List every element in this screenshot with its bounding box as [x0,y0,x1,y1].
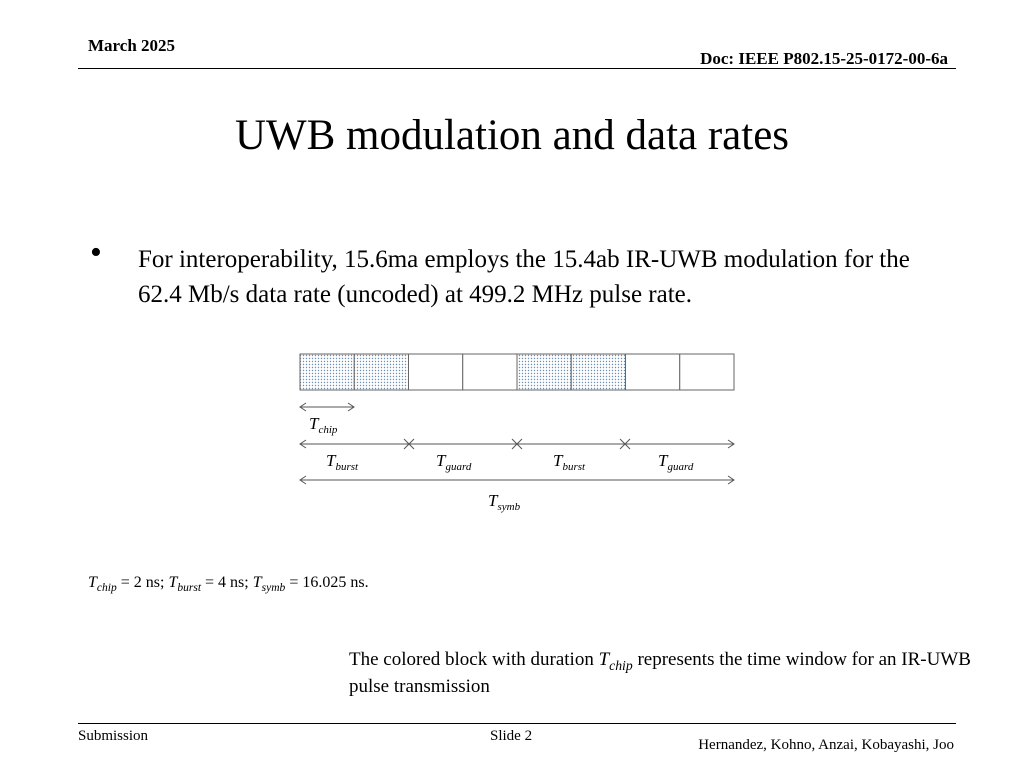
burst-timing-diagram [290,345,750,520]
tsymb-arrow [300,476,734,484]
chip-cell-empty [409,354,463,390]
tburst-label-2: $T_{burst}$ [553,451,586,473]
header-rule [78,68,956,69]
slide-title: UWB modulation and data rates [234,112,790,159]
chip-cell-empty [463,354,517,390]
footer-slide-number: Slide 2 [490,728,533,744]
bullet-text: For interoperability, 15.6ma employs the 15.4ab IR-UWB modulation for the 62.4 Mb/s data rate (uncoded) at 499.2 MHz pulse rate. [138,246,910,308]
chip-cell-shaded [517,354,571,390]
tguard-label-1: $T_{guard}$ [436,451,472,473]
header-doc-id: Doc: IEEE P802.15-25-0172-00-6a [700,49,948,68]
footer-submission: Submission [78,728,149,744]
timing-parameters: $T_{chip} = 2$ ns; $T_{burst} = 4$ ns; $T_{symb} = 16.025$ ns. [88,574,369,595]
chip-cell-empty [626,354,680,390]
chip-cell-shaded [571,354,625,390]
diagram-note: The colored block with duration $T_{chip}$ represents the time window for an IR-UWB pulse transmission [349,649,971,697]
footer-authors: Hernandez, Kohno, Anzai, Kobayashi, Joo [698,737,954,753]
chip-cells [300,354,734,390]
bullet-marker: • [90,234,102,271]
tguard-label-2: $T_{guard}$ [658,451,694,473]
tburst-label-1: $T_{burst}$ [326,451,359,473]
burst-guard-arrow [300,439,734,449]
chip-cell-empty [680,354,734,390]
footer-rule [78,723,956,724]
tchip-label: $T_{chip}$ [309,414,338,436]
chip-cell-shaded [300,354,354,390]
tchip-arrow [300,403,354,411]
tsymb-label: $T_{symb}$ [488,491,521,513]
chip-cell-shaded [354,354,408,390]
header-date: March 2025 [88,36,176,55]
